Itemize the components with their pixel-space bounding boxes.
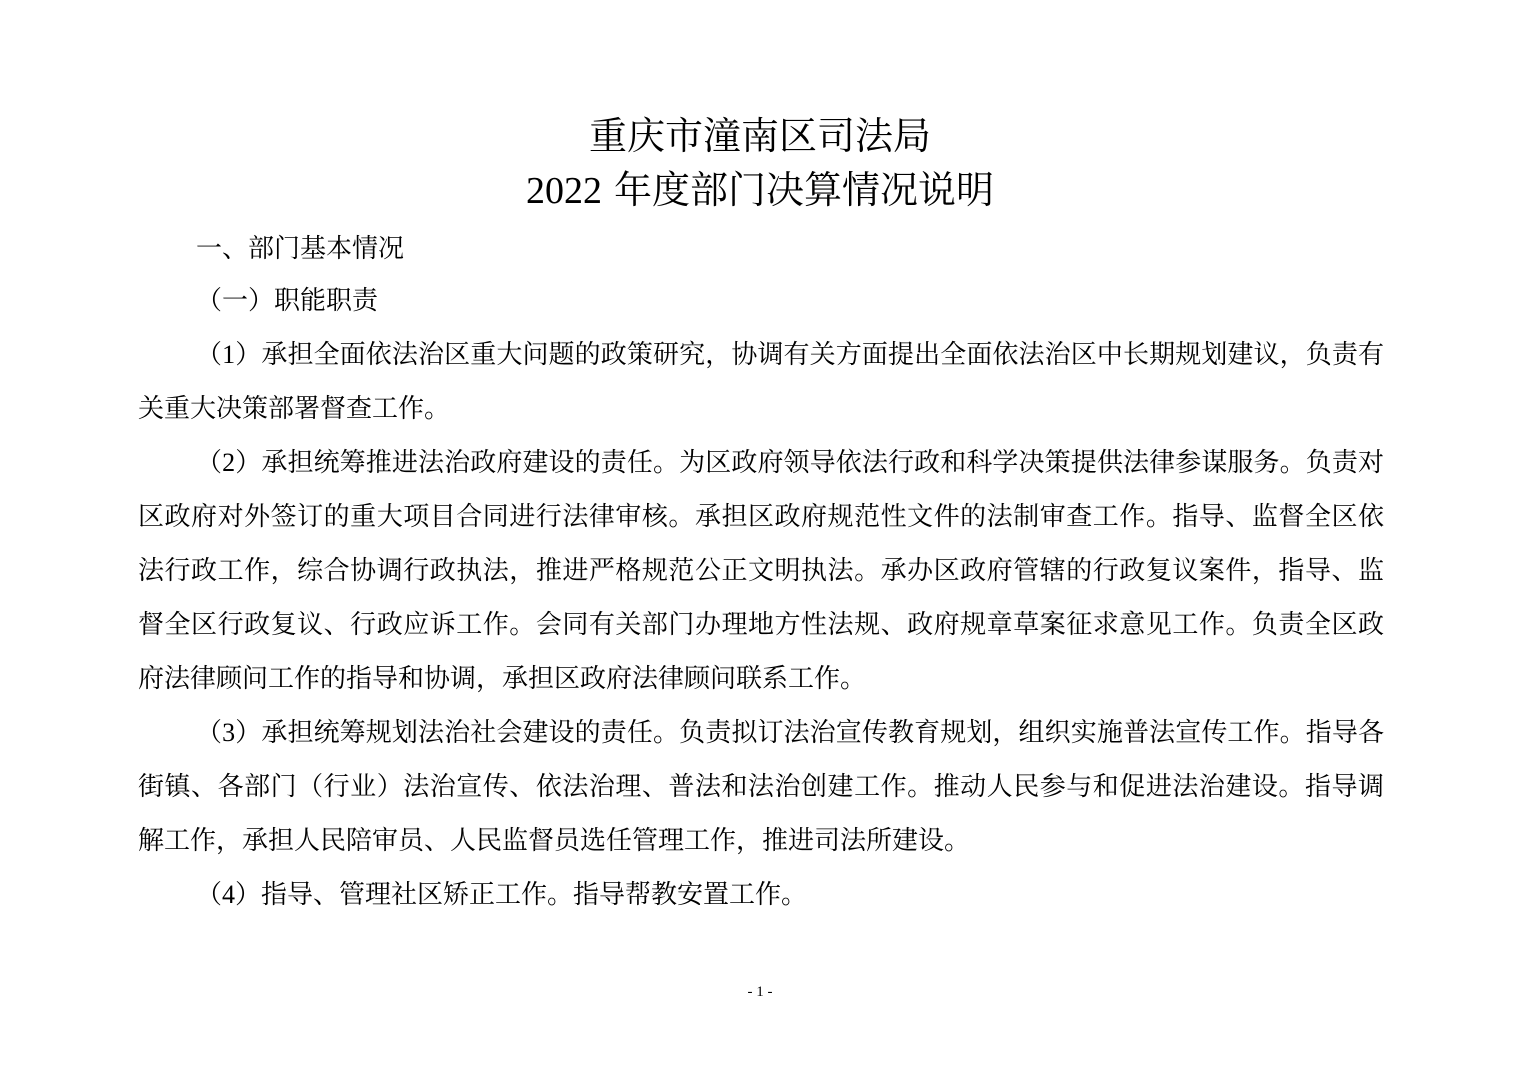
duty-number-2: （2） <box>196 448 262 477</box>
duty-text-2: 承担统筹推进法治政府建设的责任。为区政府领导依法行政和科学决策提供法律参谋服务。负责对区政府对外签订的重大项目合同进行法律审核。承担区政府规范性文件的法制审查工作。指导、监督全区依法行政工作，综合协调行政执法，推进严格规范公正文明执法。承办区政府管辖的行政复议案件，指导、监督全区行政复议、行政应诉工作。会同有关部门办理地方性法规、政府规章草案征求意见工作。负责全区政府法律顾问工作的指导和协调，承担区政府法律顾问联系工作。 <box>138 448 1384 694</box>
duty-paragraph-4 <box>138 868 1384 922</box>
document-title-year: 2022 <box>525 170 602 212</box>
duty-number-1: （1） <box>196 340 262 369</box>
duty-text-3: 承担统筹规划法治社会建设的责任。负责拟订法治宣传教育规划，组织实施普法宣传工作。指导各街镇、各部门（行业）法治宣传、依法治理、普法和法治创建工作。推动人民参与和促进法治建设。指导调解工作，承担人民陪审员、人民监督员选任管理工作，推进司法所建设。 <box>138 718 1384 856</box>
duty-text-1: 承担全面依法治区重大问题的政策研究，协调有关方面提出全面依法治区中长期规划建议，负责有关重大决策部署督查工作。 <box>138 340 1384 424</box>
document-title-line-2 <box>0 166 1520 215</box>
subsection-heading-duties: （一）职能职责 <box>196 286 379 316</box>
duty-paragraph-3 <box>138 706 1384 868</box>
duty-paragraph-1 <box>138 328 1384 436</box>
document-title-org: 重庆市潼南区司法局 <box>588 114 931 158</box>
page-number: - 1 - <box>747 984 773 1000</box>
document-title-line-1 <box>0 112 1520 160</box>
section-heading-basic-info: 一、部门基本情况 <box>196 234 405 264</box>
duty-text-4: 指导、管理社区矫正工作。指导帮教安置工作。 <box>261 880 808 910</box>
duty-number-4: （4） <box>196 880 262 909</box>
document-title-subject: 年度部门决算情况说明 <box>614 168 995 212</box>
duty-number-3: （3） <box>196 718 262 747</box>
duty-paragraph-2 <box>138 436 1384 706</box>
